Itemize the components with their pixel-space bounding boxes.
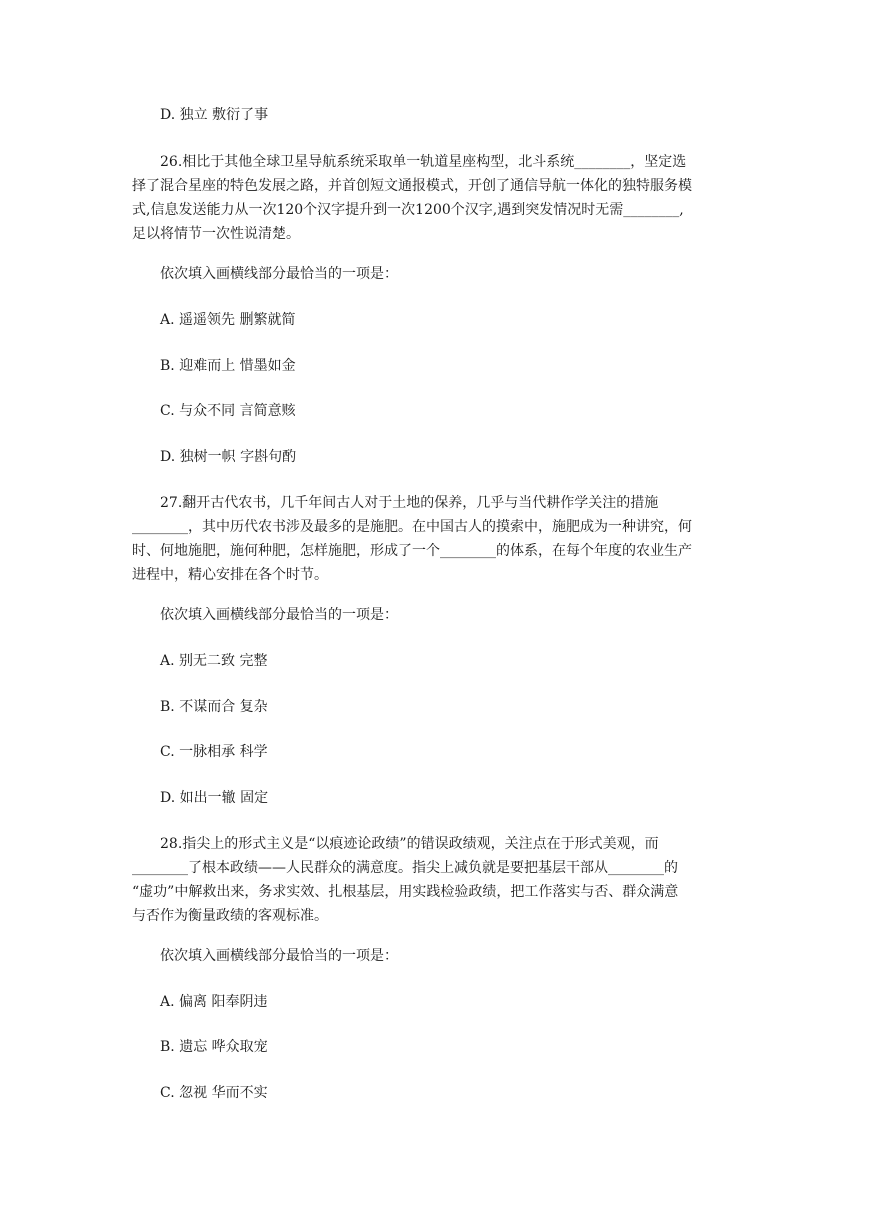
q25-option-d: D. 独立 敷衍了事 [160, 107, 269, 123]
q27-question-text [132, 491, 740, 587]
q26-option-d: D. 独树一帜 字斟句酌 [160, 449, 297, 465]
q27-prompt: 依次填入画横线部分最恰当的一项是： [160, 607, 398, 623]
q28-line-4: 与否作为衡量政绩的客观标准。 [132, 908, 328, 924]
q26-line-4: 足以将情节一次性说清楚。 [132, 226, 300, 242]
q26-option-b: B. 迎难而上 惜墨如金 [160, 358, 296, 374]
q27-option-a: A. 别无二致 完整 [160, 653, 268, 669]
q26-line-1: 26.相比于其他全球卫星导航系统采取单一轨道星座构型，北斗系统________，坚定选 [160, 154, 687, 170]
q26-question-text [132, 150, 740, 246]
q26-line-3: 式,信息发送能力从一次120个汉字提升到一次1200个汉字,遇到突发情况时无需________, [132, 202, 684, 218]
q27-option-c: C. 一脉相承 科学 [160, 744, 268, 760]
q28-option-a: A. 偏离 阳奉阴违 [160, 994, 268, 1010]
q26-option-c: C. 与众不同 言简意赅 [160, 403, 296, 419]
q28-line-3: “虚功”中解救出来，务求实效、扎根基层，用实践检验政绩，把工作落实与否、群众满意 [132, 884, 679, 900]
q27-line-2: ________，其中历代农书涉及最多的是施肥。在中国古人的摸索中，施肥成为一种讲究，何 [132, 519, 692, 535]
q26-prompt: 依次填入画横线部分最恰当的一项是： [160, 266, 398, 282]
q28-option-c: C. 忽视 华而不实 [160, 1085, 268, 1101]
q27-line-1: 27.翻开古代农书，几千年间古人对于土地的保养，几乎与当代耕作学关注的措施 [160, 495, 659, 511]
q26-line-2: 择了混合星座的特色发展之路，并首创短文通报模式，开创了通信导航一体化的独特服务模 [132, 178, 692, 194]
q28-line-2: ________了根本政绩——人民群众的满意度。指尖上减负就是要把基层干部从________的 [132, 860, 678, 876]
q28-prompt: 依次填入画横线部分最恰当的一项是： [160, 948, 398, 964]
q26-option-a: A. 遥遥领先 删繁就简 [160, 312, 296, 328]
q27-option-d: D. 如出一辙 固定 [160, 790, 269, 806]
q27-line-4: 进程中，精心安排在各个时节。 [132, 567, 328, 583]
q28-option-b: B. 遗忘 哗众取宠 [160, 1039, 268, 1055]
q27-option-b: B. 不谋而合 复杂 [160, 699, 268, 715]
q28-question-text [132, 832, 740, 928]
q28-line-1: 28.指尖上的形式主义是“以痕迹论政绩”的错误政绩观，关注点在于形式美观，而 [160, 836, 659, 852]
q27-line-3: 时、何地施肥，施何种肥，怎样施肥，形成了一个________的体系，在每个年度的农业生产 [132, 543, 692, 559]
